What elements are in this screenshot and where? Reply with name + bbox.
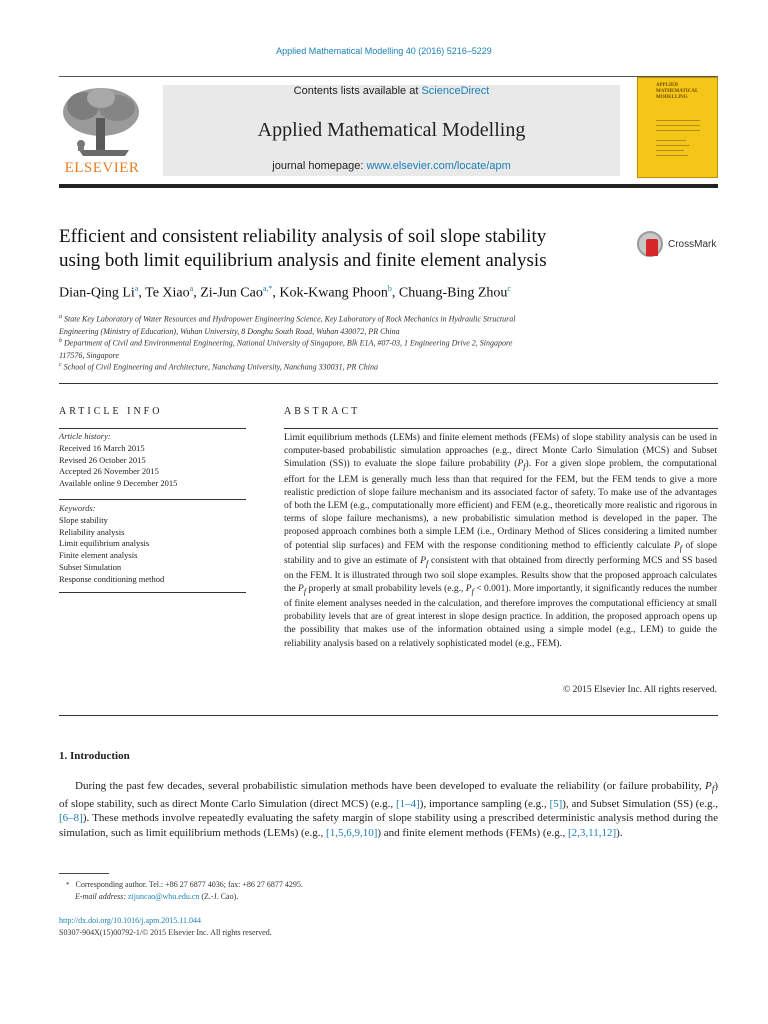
journal-homepage-link[interactable]: www.elsevier.com/locate/apm bbox=[366, 160, 511, 172]
email-link[interactable]: zijuncao@whu.edu.cn bbox=[128, 892, 200, 901]
elsevier-logo[interactable] bbox=[59, 84, 145, 176]
reference-link[interactable]: [2,3,11,12] bbox=[567, 826, 617, 839]
journal-homepage-line: journal homepage: www.elsevier.com/locate/apm bbox=[272, 160, 511, 172]
article-info-heading: ARTICLE INFO bbox=[59, 406, 163, 417]
abstract-rule bbox=[59, 715, 718, 716]
abstract-text: Limit equilibrium methods (LEMs) and finite element methods (FEMs) of slope stability analysis can be used in computer-based probabilistic simulation approaches (e.g., direct Monte Carlo Simulation (MCS) and Subset Simulation (SS)) to evaluate the slope failure probability $(P_f)$. For a given slope problem, the computational effort for the LEM is generally much less than that required for the FEM, but the FEM tends to give a more realistic prediction of slope failure mechanism and its associated factor of safety. To make use of the advantages of both the LEM (e.g., computationally more efficient) and FEM (e.g., theoretically more realistic and rigorous in terms of slope failure mechanisms), a new probabilistic simulation method is developed in the paper. The proposed approach combines both a simple LEM (i.e., Ordinary Method of Slices considering a limited number of potential slip surfaces) and FEM with the response conditioning method to efficiently calculate $P_f$ of slope stability and to give an estimate of $P_f$ consistent with that obtained from directly performing MCS and SS based on the FEM. It is illustrated through two soil slope examples. Results show that the proposed approach calculates the $P_f$ properly at small probability levels (e.g., $P_f < 0.001$). More importantly, it significantly reduces the number of finite element analyses needed in the calculation, and therefore improves the computational efficiency at small probability levels that are of great interest in slope design practice. In addition, the proposed approach opens up the possibility that makes use of the information obtained using a simple model (e.g., LEM) to guide the reliability analysis based on a relatively sophisticated model (e.g., FEM). bbox=[284, 433, 718, 649]
journal-banner bbox=[163, 85, 620, 176]
issn-line: S0307-904X(15)00792-1/© 2015 Elsevier Inc. All rights reserved. bbox=[59, 928, 272, 937]
author-name[interactable]: Chuang-Bing Zhou bbox=[398, 285, 508, 301]
journal-cover-thumbnail[interactable] bbox=[637, 77, 718, 178]
affiliation-b: $^b$ Department of Civil and Environmental Engineering, National University of Singapore, Blk E1A, #07-03, 1 Engineering Drive 2, Singapore 117576, Singapore bbox=[59, 338, 513, 360]
paper-title: Efficient and consistent reliability analysis of soil slope stability using both limit equilibrium analysis and finite element analysis bbox=[59, 226, 547, 271]
author-name[interactable]: Te Xiao bbox=[145, 285, 190, 301]
doi-line bbox=[59, 915, 559, 927]
header-top-rule bbox=[59, 76, 718, 77]
footnote-rule bbox=[59, 873, 109, 874]
section-heading-introduction: 1. Introduction bbox=[59, 750, 130, 762]
sciencedirect-link[interactable]: ScienceDirect bbox=[421, 85, 490, 97]
affiliation-rule bbox=[59, 383, 718, 384]
affiliation-a: $^a$ State Key Laboratory of Water Resources and Hydropower Engineering Science, Key Laboratory of Rock Mechanics in Hydraulic Structural Engineering (Ministry of Education), Wuhan University, 8 Donghu South Road, Wuhan 430072, PR China bbox=[59, 314, 516, 336]
abstract-heading: ABSTRACT bbox=[284, 406, 361, 417]
doi-link[interactable]: http://dx.doi.org/10.1016/j.apm.2015.11.044 bbox=[59, 916, 201, 925]
header-bottom-rule bbox=[59, 184, 718, 188]
crossmark-icon bbox=[637, 231, 663, 257]
elsevier-wordmark: ELSEVIER bbox=[64, 160, 140, 176]
introduction-paragraph: During the past few decades, several probabilistic simulation methods have been developed to evaluate the reliability (or failure probability, $P_f$) of slope stability, such as direct Monte Carlo Simulation (direct MCS) (e.g., [1–4]), importance sampling (e.g., [5]), and Subset Simulation (SS) (e.g., [6–8]). These methods involve repeatedly evaluating the safety margin of slope stability using a prescribed deterministic analysis method during the simulation, such as limit equilibrium methods (LEMs) (e.g., [1,5,6,9,10]) and finite element methods (FEMs) (e.g., [2,3,11,12]). bbox=[59, 780, 718, 839]
crossmark-badge[interactable]: CrossMark bbox=[637, 229, 727, 265]
contents-line: Contents lists available at ScienceDirect bbox=[293, 85, 490, 97]
reference-link[interactable]: [1,5,6,9,10] bbox=[326, 826, 378, 839]
author-name[interactable]: Dian-Qing Li bbox=[59, 285, 135, 301]
author-list: Dian-Qing Li$^a$, Te Xiao$^a$, Zi-Jun Cao$^{a,*}$, Kok-Kwang Phoon$^b$, Chuang-Bing Zhou$^c$ bbox=[59, 284, 511, 301]
article-history: Article history: Received 16 March 2015 Revised 26 October 2015 Accepted 26 November 2015 Available online 9 December 2015 bbox=[59, 431, 178, 489]
keywords: Keywords: Slope stability Reliability analysis Limit equilibrium analysis Finite element analysis Subset Simulation Response conditioning method bbox=[59, 503, 165, 584]
affiliation-c: $^c$ School of Civil Engineering and Architecture, Nanchang University, Nanchang 330031, PR China bbox=[59, 362, 379, 372]
cover-title: APPLIED MATHEMATICAL MODELLING bbox=[656, 83, 699, 100]
journal-citation-link[interactable]: Applied Mathematical Modelling 40 (2016) 5216–5229 bbox=[276, 46, 492, 56]
reference-link[interactable]: [6–8] bbox=[59, 812, 83, 825]
author-name[interactable]: Kok-Kwang Phoon bbox=[279, 285, 388, 301]
author-name[interactable]: Zi-Jun Cao bbox=[200, 285, 263, 301]
reference-link[interactable]: [5] bbox=[549, 797, 563, 810]
corresponding-author-note: * Corresponding author. Tel.: +86 27 6877 4036; fax: +86 27 6877 4295. bbox=[66, 880, 303, 889]
reference-link[interactable]: [1–4] bbox=[395, 797, 420, 810]
abstract-copyright: © 2015 Elsevier Inc. All rights reserved. bbox=[563, 685, 717, 695]
journal-title: Applied Mathematical Modelling bbox=[257, 119, 526, 141]
email-note: E-mail address: zijuncao@whu.edu.cn (Z.-J. Cao). bbox=[75, 892, 239, 901]
